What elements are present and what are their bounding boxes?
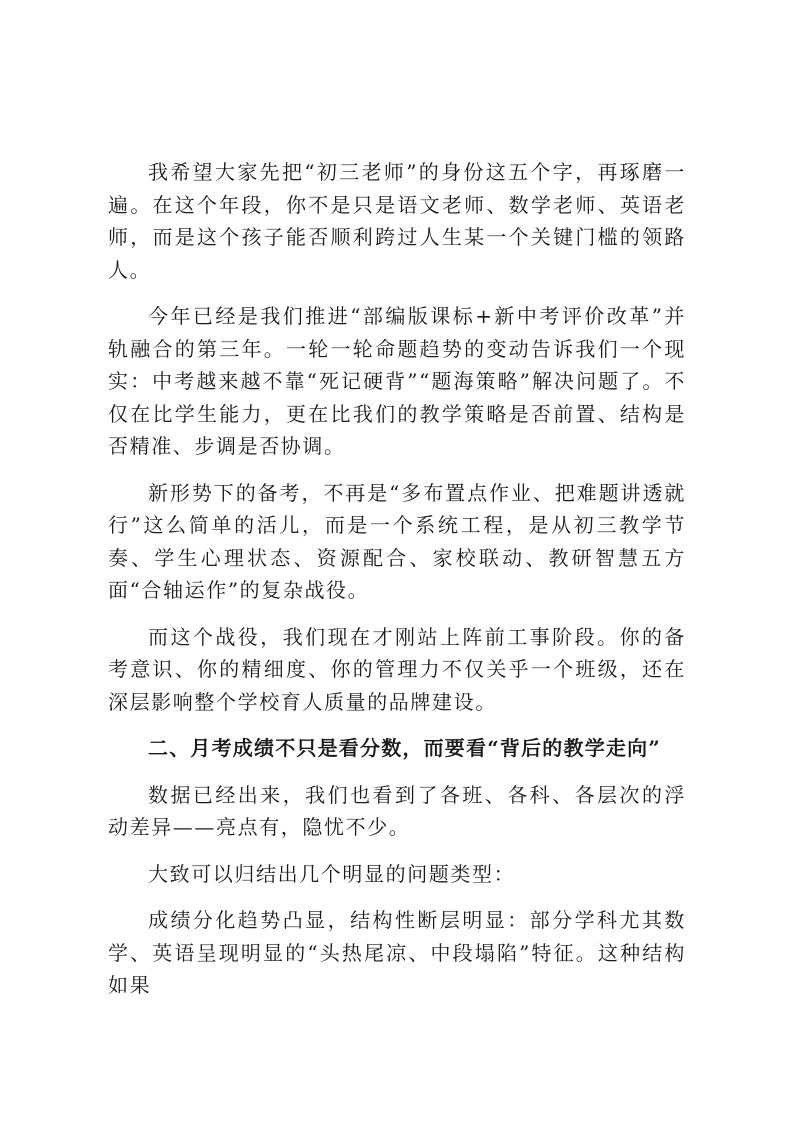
paragraph-system-project: 新形势下的备考，不再是“多布置点作业、把难题讲透就行”这么简单的活儿，而是一个系统工程，是从初三教学节奏、学生心理状态、资源配合、家校联动、教研智慧五方面“合轴运作”的复杂战役。: [108, 480, 686, 602]
paragraph-identity: 我希望大家先把“初三老师”的身份这五个字，再琢磨一遍。在这个年段，你不是只是语文老师、数学老师、英语老师，而是这个孩子能否顺利跨过人生某一个关键门槛的领路人。: [108, 160, 686, 282]
paragraph-battle: 而这个战役，我们现在才刚站上阵前工事阶段。你的备考意识、你的精细度、你的管理力不仅关乎一个班级，还在深层影响整个学校育人质量的品牌建设。: [108, 624, 686, 714]
paragraph-data-out: 数据已经出来，我们也看到了各班、各科、各层次的浮动差异——亮点有，隐忧不少。: [108, 782, 686, 839]
paragraph-score-divergence: 成绩分化趋势凸显，结构性断层明显：部分学科尤其数学、英语呈现明显的“头热尾凉、中段塌陷”特征。这种结构如果: [108, 908, 686, 997]
paragraph-problem-types: 大致可以归结出几个明显的问题类型：: [148, 861, 516, 886]
paragraph-reform: 今年已经是我们推进“部编版课标+新中考评价改革”并轨融合的第三年。一轮一轮命题趋势的变动告诉我们一个现实：中考越来越不靠“死记硬背”“题海策略”解决问题了。不仅在比学生能力，更在比我们的教学策略是否前置、结构是否精准、步调是否协调。: [108, 304, 686, 458]
document-body: [108, 156, 686, 1016]
section-heading: 二、月考成绩不只是看分数，而要看“背后的教学走向”: [148, 736, 662, 760]
